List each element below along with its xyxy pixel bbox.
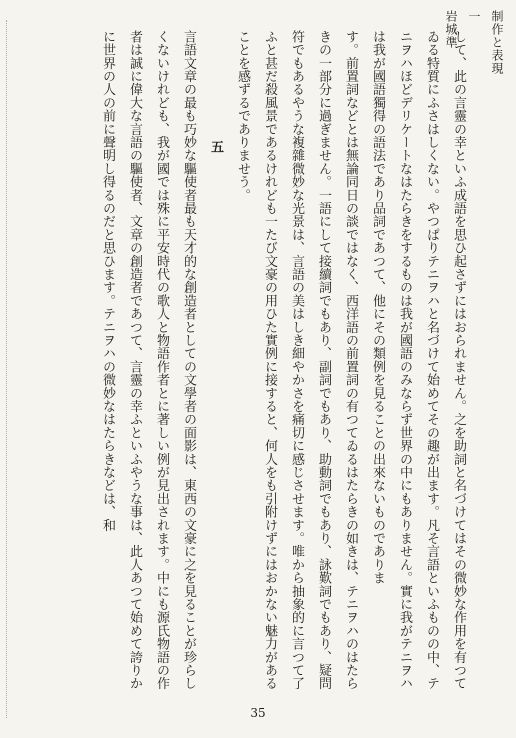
section-number: 五	[208, 140, 223, 154]
header-book-title: 制作と表現	[490, 10, 504, 75]
body-text	[32, 30, 472, 690]
page-number: 35	[250, 706, 266, 720]
paragraph-1: して、此の言靈の幸といふ成語を思ひ起さずにはおられません。之を助詞と名づけてはその微妙な作用を有つてゐる特質にふさはしくない。やつぱりテニヲハと名づけて始めてその趣が出ます。凡そ言語といふものの中、テニヲハほどデリケートなはたらきをするものは我が國語のみならず世界の中にもありません。實に我がテニヲハは我が國語獨得の語法であり品詞であつて、他にその類例を見ることの出來ないものでありま	[370, 30, 466, 690]
header-chapter: 一	[467, 10, 481, 23]
section-heading	[202, 30, 229, 690]
paragraph-3: 言語文章の最も巧妙な驅使者最も天才的な創造者としての文學者の面影は、東西の文豪に之を見ることが珍らしくないけれども、我が國では殊に平安時代の歌人と物語作者とに著しい例が見出されます。中にも源氏物語の作者は誠に偉大な言語の驅使者、文章の創造者であつて、言靈の幸ふといふやうな事は、此人あつて始めて誇りかに世界の人の前に聲明し得るのだと思ひます。テニヲハの微妙なはたらきなどは、和	[100, 30, 196, 690]
header-author: 岩城準	[444, 10, 458, 49]
paragraph-2: す。前置詞などとは無論同日の談ではなく、西洋語の前置詞の有つてゐるはたらきの如きは、テニヲハのはたらきの一部分に過ぎません。一語にして接續詞でもあり、副詞でもあり、助動詞でもあり、詠歎詞でもあり、疑問符でもあるやうな複雜微妙な光景は、言語の美はしき細やかさを痛切に感じさせます。唯から抽象的に言つて了ふと甚だ殺風景であるけれども一たび文豪の用ひた實例に接すると、何人をも引附けずにはおかない魅力があることを感ずるでありませう。	[235, 30, 358, 690]
margin-rule	[6, 20, 7, 718]
